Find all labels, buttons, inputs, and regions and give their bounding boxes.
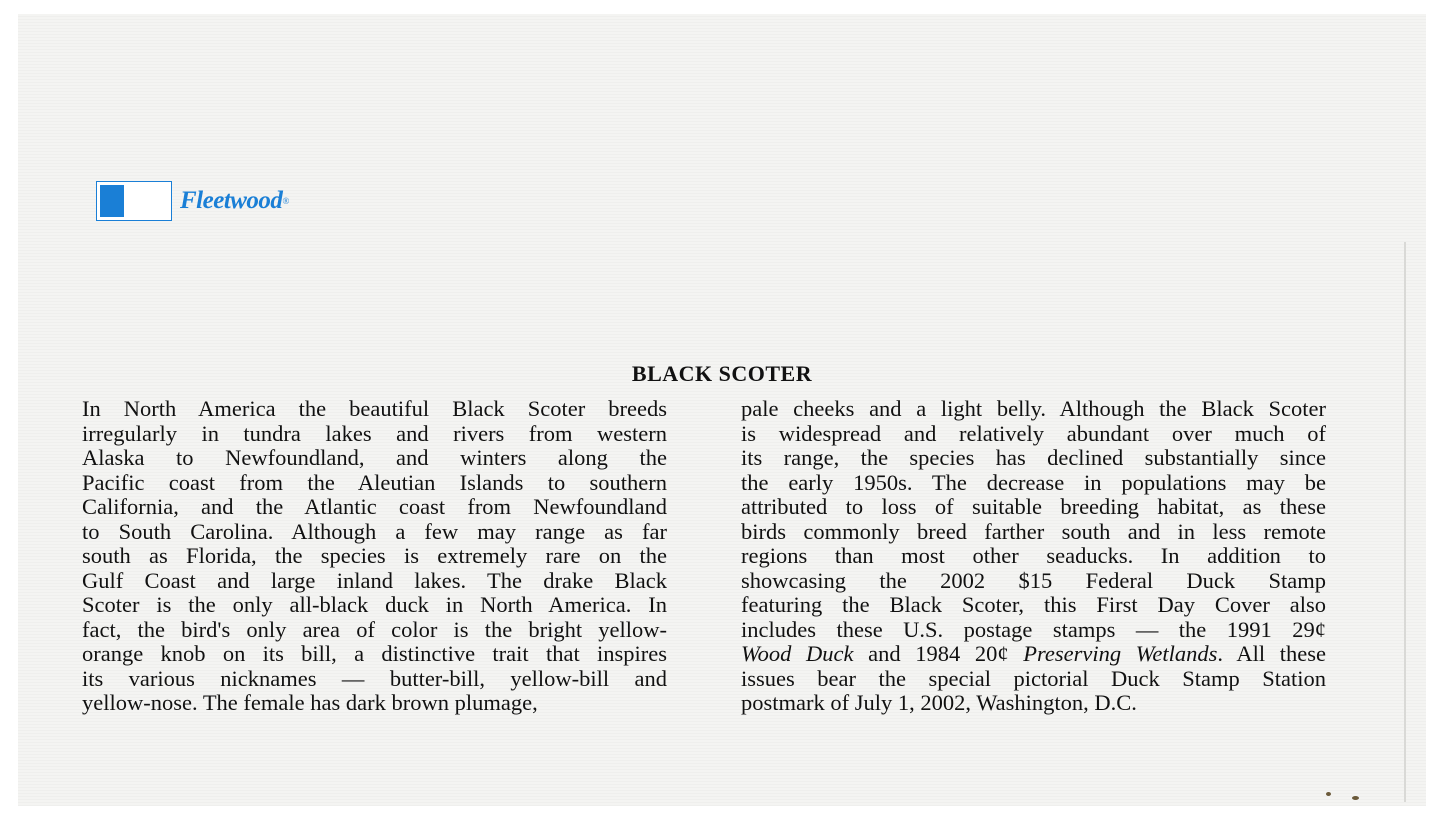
- text-line: attributed to loss of suitable breeding habitat, as these: [741, 494, 1326, 519]
- text-line: Gulf Coast and large inland lakes. The drake Black: [82, 567, 667, 593]
- text-line: includes these U.S. postage stamps — the 1991 29¢: [741, 616, 1326, 642]
- text-line: is widespread and relatively abundant over much of: [741, 420, 1326, 446]
- right-column-text: [741, 397, 1326, 716]
- text-line: postmark of July 1, 2002, Washington, D.C.: [741, 690, 1137, 715]
- text-line: California, and the Atlantic coast from Newfoundland: [82, 494, 667, 519]
- text-line: Scoter is the only all-black duck in North America. In: [82, 592, 667, 617]
- text-line: the early 1950s. The decrease in populations may be: [741, 469, 1326, 495]
- text-line: In North America the beautiful Black Scoter breeds: [82, 396, 667, 421]
- text-line: irregularly in tundra lakes and rivers from western: [82, 420, 667, 446]
- text-line: Alaska to Newfoundland, and winters along the: [82, 445, 667, 470]
- logo-mark-icon: [96, 181, 172, 221]
- text-line: its various nicknames — butter-bill, yellow-bill and: [82, 665, 667, 691]
- paper-speck: [1326, 792, 1331, 796]
- text-line: regions than most other seaducks. In addition to: [741, 543, 1326, 568]
- text-line: its range, the species has declined substantially since: [741, 445, 1326, 470]
- text-line: birds commonly breed farther south and in less remote: [741, 518, 1326, 544]
- text-line: orange knob on its bill, a distinctive trait that inspires: [82, 641, 667, 666]
- text-line: issues bear the special pictorial Duck Stamp Station: [741, 665, 1326, 691]
- text-line: Wood Duck and 1984 20¢ Preserving Wetlands. All these: [741, 641, 1326, 666]
- fleetwood-logo: Fleetwood ®: [96, 180, 289, 222]
- document-title: BLACK SCOTER: [631, 361, 813, 386]
- card-edge-divider: [1404, 242, 1406, 802]
- paper-speck: [1352, 796, 1359, 800]
- left-column-text: [82, 397, 667, 716]
- logo-wordmark: Fleetwood: [180, 187, 283, 214]
- text-line: fact, the bird's only area of color is the bright yellow-: [82, 616, 667, 642]
- text-line: pale cheeks and a light belly. Although the Black Scoter: [741, 396, 1326, 421]
- text-line: yellow-nose. The female has dark brown plumage,: [82, 690, 538, 715]
- text-line: Pacific coast from the Aleutian Islands to southern: [82, 469, 667, 495]
- text-line: south as Florida, the species is extremely rare on the: [82, 543, 667, 568]
- cover-card: [18, 14, 1426, 806]
- text-line: to South Carolina. Although a few may range as far: [82, 518, 667, 544]
- text-line: showcasing the 2002 $15 Federal Duck Stamp: [741, 567, 1326, 593]
- text-line: featuring the Black Scoter, this First Day Cover also: [741, 592, 1326, 617]
